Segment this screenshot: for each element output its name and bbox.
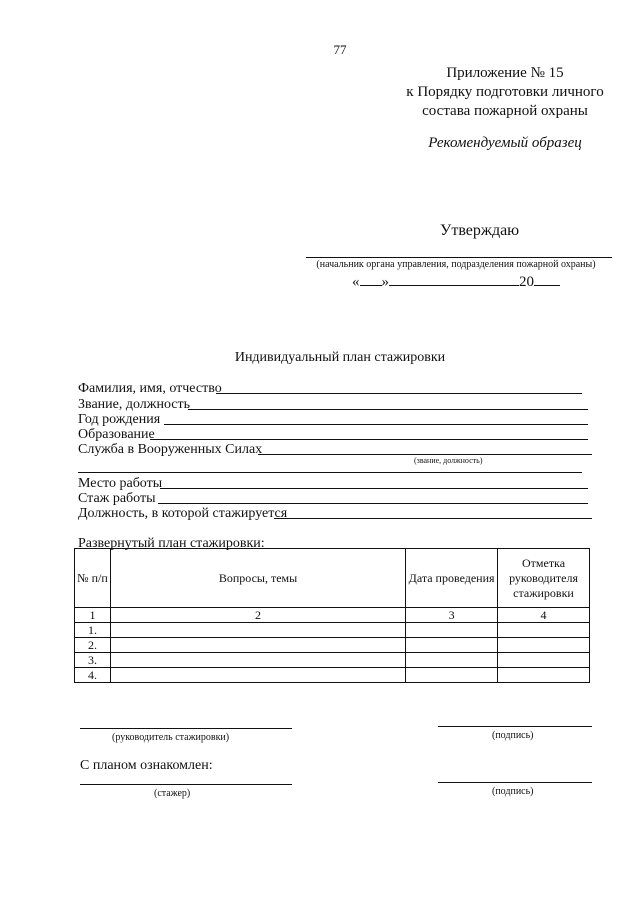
army-note: (звание, должность) <box>414 456 483 465</box>
table-title: Развернутый план стажировки: <box>78 536 265 551</box>
date-cell[interactable] <box>406 668 498 683</box>
column-number: 1 <box>75 608 111 623</box>
approval-date <box>352 274 560 291</box>
plan-title: Индивидуальный план стажировки <box>234 350 446 365</box>
signature-label-1: (подпись) <box>492 730 534 741</box>
approver-line[interactable] <box>306 257 612 258</box>
field-label-name: Фамилия, имя, отчество <box>78 381 222 396</box>
field-label-workplace: Место работы <box>78 476 163 491</box>
field-label-rank: Звание, должность <box>78 397 191 412</box>
topic-cell[interactable] <box>110 623 405 638</box>
mark-cell[interactable] <box>498 623 590 638</box>
date-close-quote: » <box>381 274 389 290</box>
field-line-workplace[interactable] <box>160 488 588 489</box>
table-row <box>75 638 590 653</box>
topic-cell[interactable] <box>110 653 405 668</box>
annex-line-1: Приложение № 15 <box>446 65 564 81</box>
field-line-army-2[interactable] <box>78 472 582 473</box>
acknowledged-label: С планом ознакомлен: <box>80 758 213 773</box>
annex-line-3: состава пожарной охраны <box>422 103 588 119</box>
field-label-experience: Стаж работы <box>78 491 156 506</box>
row-number: 3. <box>75 653 111 668</box>
mark-cell[interactable] <box>498 668 590 683</box>
field-label-education: Образование <box>78 427 155 442</box>
header-supervisor-mark: Отметка руководителя стажировки <box>498 549 590 608</box>
topic-cell[interactable] <box>110 638 405 653</box>
field-line-education[interactable] <box>150 439 588 440</box>
field-label-position: Должность, в которой стажируется <box>78 506 288 521</box>
date-open-quote: « <box>352 274 360 290</box>
date-day-blank[interactable] <box>360 285 382 286</box>
field-line-army[interactable] <box>258 454 592 455</box>
field-line-experience[interactable] <box>158 503 588 504</box>
topic-cell[interactable] <box>110 668 405 683</box>
date-year-blank[interactable] <box>534 285 560 286</box>
approver-note: (начальник органа управления, подразделения пожарной охраны) <box>316 259 596 270</box>
page-number: 77 <box>333 42 347 57</box>
date-year-prefix: 20 <box>519 274 534 290</box>
mark-cell[interactable] <box>498 638 590 653</box>
date-cell[interactable] <box>406 623 498 638</box>
signature-line-2[interactable] <box>438 782 592 783</box>
trainee-signature-line[interactable] <box>80 784 292 785</box>
table-row <box>75 668 590 683</box>
column-number: 3 <box>406 608 498 623</box>
mark-cell[interactable] <box>498 653 590 668</box>
field-line-rank[interactable] <box>188 409 588 410</box>
signature-line-1[interactable] <box>438 726 592 727</box>
field-line-birth-year[interactable] <box>164 424 588 425</box>
column-number: 4 <box>498 608 590 623</box>
row-number: 4. <box>75 668 111 683</box>
field-label-birth-year: Год рождения <box>78 412 161 427</box>
date-cell[interactable] <box>406 653 498 668</box>
field-line-position[interactable] <box>274 518 592 519</box>
internship-plan-table <box>74 548 590 683</box>
date-cell[interactable] <box>406 638 498 653</box>
table-row <box>75 623 590 638</box>
header-number: № п/п <box>75 549 111 608</box>
field-label-army: Служба в Вооруженных Силах <box>78 442 263 457</box>
date-month-blank[interactable] <box>389 285 519 286</box>
trainee-label: (стажер) <box>154 788 191 799</box>
approval-title: Утверждаю <box>440 222 520 239</box>
table-row <box>75 653 590 668</box>
column-number: 2 <box>110 608 405 623</box>
field-line-name[interactable] <box>216 393 582 394</box>
header-topics: Вопросы, темы <box>110 549 405 608</box>
annex-line-2: к Порядку подготовки личного <box>406 84 604 100</box>
column-number-row <box>75 608 590 623</box>
supervisor-label: (руководитель стажировки) <box>112 732 230 743</box>
recommended-sample-label: Рекомендуемый образец <box>428 135 582 151</box>
header-date: Дата проведения <box>406 549 498 608</box>
supervisor-signature-line[interactable] <box>80 728 292 729</box>
row-number: 2. <box>75 638 111 653</box>
row-number: 1. <box>75 623 111 638</box>
signature-label-2: (подпись) <box>492 786 534 797</box>
